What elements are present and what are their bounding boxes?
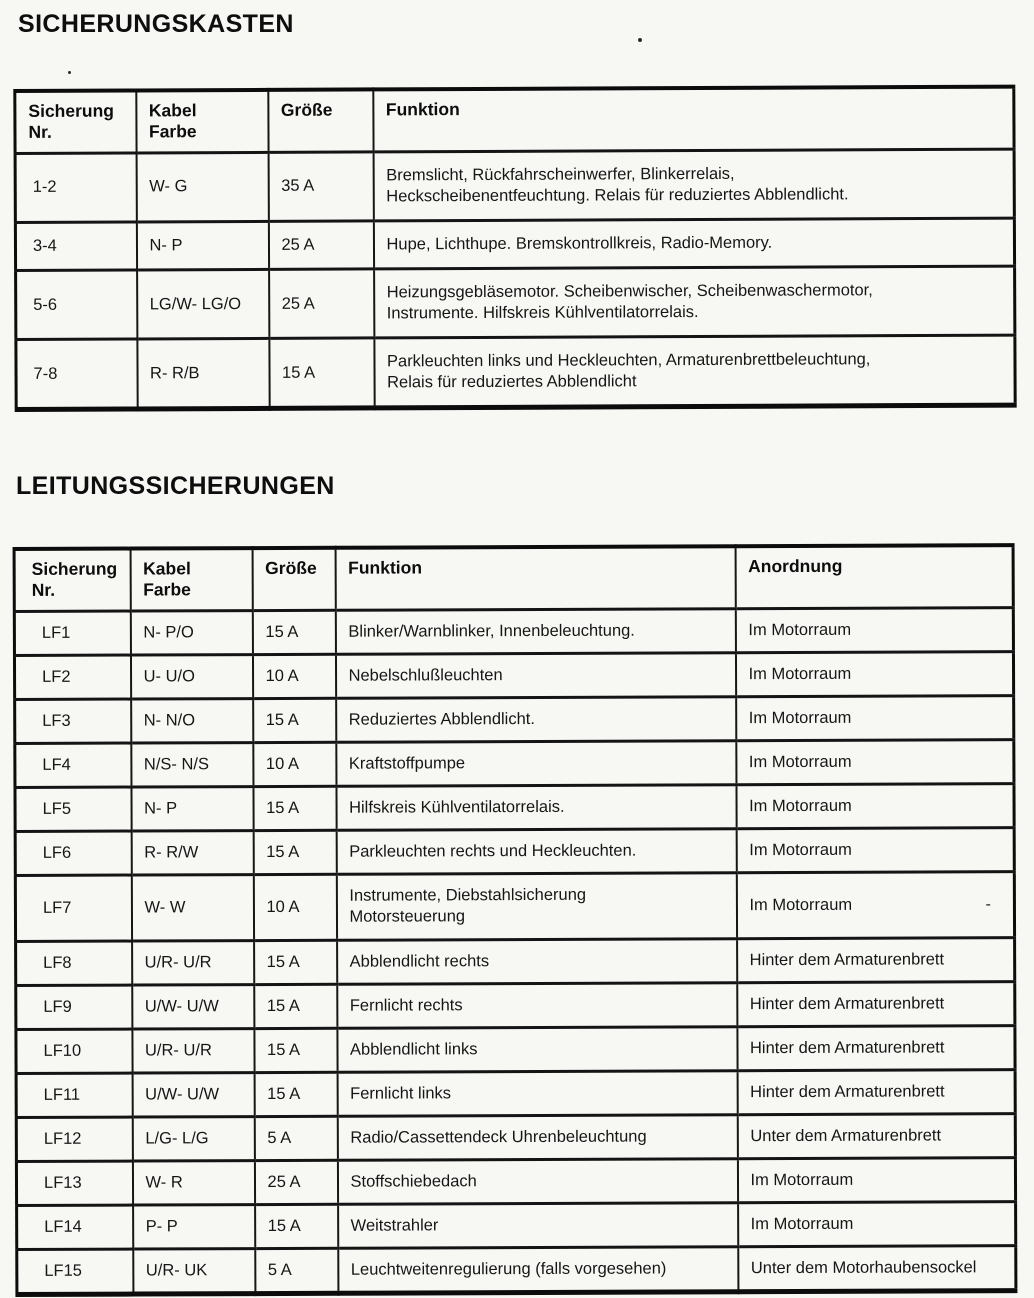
cell-groesse: 25 A <box>254 1161 337 1205</box>
cell-groesse: 15 A <box>254 1073 337 1117</box>
cell-anordnung <box>736 872 1014 938</box>
column-header-anordnung: Anordnung <box>735 546 1013 609</box>
table-row <box>15 149 1014 223</box>
cell-kabel: LG/W- LG/O <box>137 269 269 339</box>
cell-anordnung: Hinter dem Armaturenbrett <box>737 1026 1015 1071</box>
header-row <box>15 87 1014 154</box>
cell-nr: LF15 <box>17 1250 133 1296</box>
cell-anordnung: Im Motorraum <box>736 696 1014 741</box>
cell-funktion: Parkleuchten links und Heckleuchten, Armaturenbrettbeleuchtung, Relais für reduziertes Abblendlicht <box>374 335 1015 408</box>
cell-funktion: Stoffschiebedach <box>337 1159 737 1205</box>
cell-groesse: 10 A <box>253 875 336 941</box>
cell-nr: LF11 <box>16 1073 132 1118</box>
cell-nr: LF9 <box>16 985 132 1030</box>
fuse-box-table <box>13 85 1016 413</box>
cell-kabel: L/G- L/G <box>132 1117 254 1162</box>
cell-nr: LF4 <box>15 744 131 789</box>
table-row <box>15 828 1014 876</box>
cell-anordnung: Hinter dem Armaturenbrett <box>737 938 1015 983</box>
cell-kabel: R- R/B <box>137 339 269 410</box>
cell-funktion: Parkleuchten rechts und Heckleuchten. <box>336 829 736 875</box>
cell-kabel: U/R- U/R <box>132 941 254 986</box>
line-fuses-table <box>13 544 1018 1298</box>
cell-kabel: W- R <box>132 1161 254 1206</box>
cell-groesse: 15 A <box>253 787 336 831</box>
table-row <box>15 696 1014 744</box>
table-row <box>16 938 1015 986</box>
cell-anordnung: Im Motorraum <box>735 608 1013 653</box>
cell-groesse: 15 A <box>254 984 337 1028</box>
cell-anordnung: Im Motorraum <box>738 1202 1016 1247</box>
table-row <box>16 982 1015 1030</box>
line-fuses-section-title: LEITUNGSSICHERUNGEN <box>16 472 335 501</box>
cell-groesse: 15 A <box>254 1028 337 1072</box>
table-row <box>17 1246 1016 1295</box>
cell-nr: 1-2 <box>15 153 136 223</box>
cell-groesse: 15 A <box>269 338 374 409</box>
cell-groesse: 15 A <box>253 699 336 743</box>
table-row <box>14 652 1013 700</box>
cell-kabel: U/W- U/W <box>132 985 254 1030</box>
cell-nr: LF2 <box>14 655 130 700</box>
table-row <box>15 218 1014 270</box>
table-row <box>16 266 1015 340</box>
cell-kabel: N- N/O <box>131 699 253 744</box>
cell-funktion: Instrumente, Diebstahlsicherung Motorsteuerung <box>336 874 736 941</box>
cell-anordnung: Im Motorraum <box>737 1158 1015 1203</box>
table-row <box>16 1158 1015 1206</box>
fuse-box-table-head <box>15 87 1014 154</box>
table-row <box>15 784 1014 832</box>
cell-kabel: N- P <box>136 221 268 270</box>
cell-nr: LF7 <box>15 876 131 942</box>
line-fuses-table-wrap <box>13 544 1022 1298</box>
column-header-kabel: Kabel Farbe <box>130 549 252 612</box>
cell-kabel: N- P <box>131 787 253 832</box>
cell-groesse: 25 A <box>269 269 374 339</box>
cell-groesse: 5 A <box>254 1117 337 1161</box>
cell-nr: LF12 <box>16 1118 132 1163</box>
cell-kabel: W- G <box>136 152 268 222</box>
cell-kabel: U/R- U/R <box>132 1029 254 1074</box>
cell-groesse: 15 A <box>255 1205 338 1249</box>
cell-anordnung: Unter dem Motorhaubensockel <box>738 1246 1016 1292</box>
column-header-funktion: Funktion <box>373 87 1014 152</box>
cell-kabel: U/W- U/W <box>132 1073 254 1118</box>
cell-kabel: N/S- N/S <box>131 743 253 788</box>
cell-groesse: 15 A <box>253 831 336 875</box>
cell-anordnung: Im Motorraum <box>736 828 1014 873</box>
cell-nr: LF8 <box>16 941 132 986</box>
table-row <box>16 1070 1015 1118</box>
cell-nr: LF10 <box>16 1029 132 1074</box>
cell-kabel: U- U/O <box>130 655 252 700</box>
cell-nr: LF3 <box>15 699 131 744</box>
line-fuses-table-head <box>14 546 1013 612</box>
table-row <box>16 1026 1015 1074</box>
cell-funktion: Abblendlicht rechts <box>337 939 737 985</box>
table-row <box>14 608 1013 656</box>
cell-funktion: Blinker/Warnblinker, Innenbeleuchtung. <box>335 609 735 655</box>
cell-groesse: 5 A <box>255 1249 338 1294</box>
cell-anordnung: Hinter dem Armaturenbrett <box>737 1070 1015 1115</box>
cell-nr: 7-8 <box>16 339 137 410</box>
cell-kabel: W- W <box>131 875 253 941</box>
cell-kabel: R- R/W <box>131 831 253 876</box>
cell-kabel: N- P/O <box>130 611 252 656</box>
cell-nr: LF14 <box>17 1206 133 1251</box>
column-header-groesse: Größe <box>268 89 373 152</box>
cell-groesse: 25 A <box>268 221 373 270</box>
cell-funktion: Nebelschlußleuchten <box>335 653 735 699</box>
cell-funktion: Weitstrahler <box>338 1203 738 1249</box>
fuse-box-table-body <box>15 149 1015 410</box>
cell-groesse: 10 A <box>253 743 336 787</box>
column-header-funktion: Funktion <box>335 547 735 611</box>
cell-anordnung: Unter dem Armaturenbrett <box>737 1114 1015 1159</box>
cell-nr: LF5 <box>15 788 131 833</box>
cell-funktion: Fernlicht links <box>337 1071 737 1117</box>
cell-nr: LF6 <box>15 832 131 877</box>
cell-funktion: Reduziertes Abblendlicht. <box>336 697 736 743</box>
column-header-nr: Sicherung Nr. <box>15 90 136 153</box>
cell-groesse: 15 A <box>254 940 337 984</box>
cell-nr: 3-4 <box>15 222 136 271</box>
cell-nr: LF13 <box>16 1162 132 1207</box>
cell-anordnung: Im Motorraum <box>736 740 1014 785</box>
line-fuses-table-body <box>14 608 1016 1296</box>
cell-funktion: Kraftstoffpumpe <box>336 741 736 787</box>
table-row <box>15 872 1014 941</box>
fuse-box-table-wrap <box>13 85 1020 413</box>
cell-kabel: P- P <box>133 1205 255 1250</box>
scan-speck <box>68 71 71 74</box>
cell-nr: LF1 <box>14 611 130 656</box>
cell-anordnung-text: Im Motorraum <box>749 896 853 915</box>
scan-speck <box>638 38 642 42</box>
table-row <box>16 1114 1015 1162</box>
cell-anordnung: Im Motorraum <box>736 784 1014 829</box>
cell-funktion: Heizungsgebläsemotor. Scheibenwischer, Scheibenwaschermotor, Instrumente. Hilfskreis Kühlventilatorrelais. <box>374 266 1015 338</box>
cell-funktion: Hupe, Lichthupe. Bremskontrollkreis, Radio-Memory. <box>373 218 1014 269</box>
cell-anordnung: Im Motorraum <box>735 652 1013 697</box>
cell-groesse: 10 A <box>252 655 335 699</box>
cell-kabel: U/R- UK <box>133 1249 255 1295</box>
cell-nr: 5-6 <box>16 270 137 340</box>
cell-anordnung: Hinter dem Armaturenbrett <box>737 982 1015 1027</box>
cell-funktion: Bremslicht, Rückfahrscheinwerfer, Blinkerrelais, Heckscheibenentfeuchtung. Relais für reduziertes Abblendlicht. <box>373 149 1014 221</box>
cell-funktion: Hilfskreis Kühlventilatorrelais. <box>336 785 736 831</box>
fuse-box-section-title: SICHERUNGSKASTEN <box>18 10 294 38</box>
cell-funktion: Radio/Cassettendeck Uhrenbeleuchtung <box>337 1115 737 1161</box>
stray-dash-mark: - <box>985 895 991 914</box>
table-row <box>16 335 1015 410</box>
cell-groesse: 35 A <box>268 152 373 222</box>
cell-funktion: Leuchtweitenregulierung (falls vorgesehen) <box>338 1248 738 1295</box>
column-header-groesse: Größe <box>252 548 335 611</box>
table-row <box>15 740 1014 788</box>
header-row <box>14 546 1013 612</box>
cell-funktion: Abblendlicht links <box>337 1027 737 1073</box>
cell-funktion: Fernlicht rechts <box>337 983 737 1029</box>
column-header-nr: Sicherung Nr. <box>14 549 130 612</box>
cell-groesse: 15 A <box>252 610 335 654</box>
column-header-kabel: Kabel Farbe <box>136 90 268 153</box>
table-row <box>17 1202 1016 1250</box>
